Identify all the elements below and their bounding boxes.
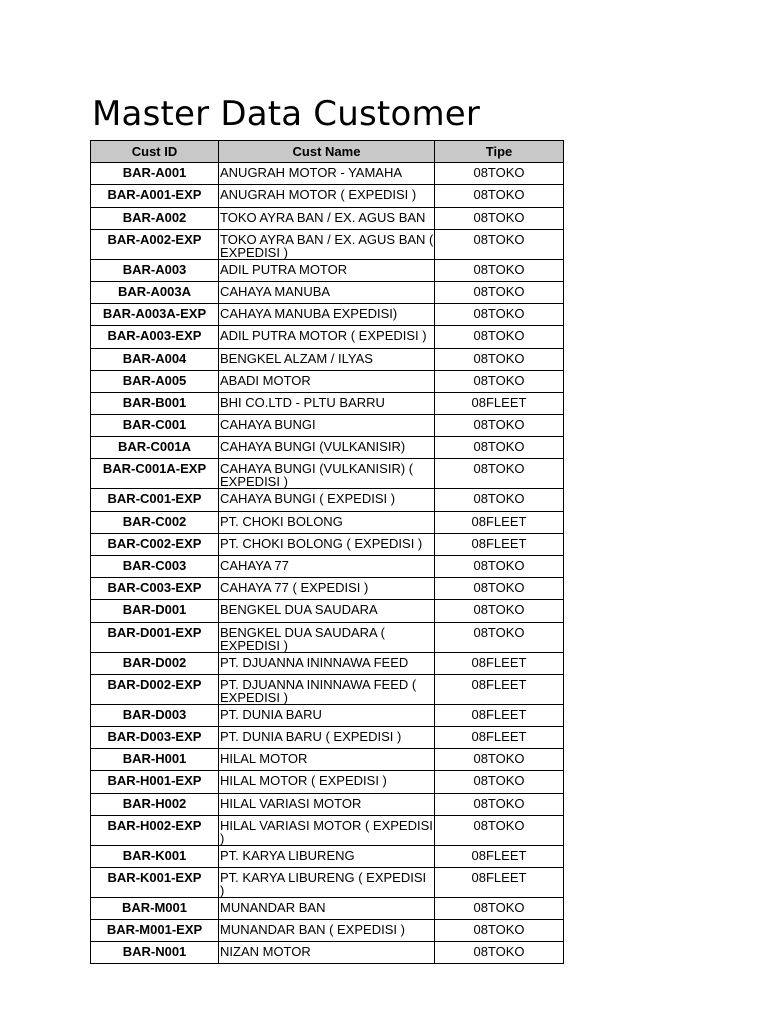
customer-table [90,140,564,964]
cust-name-text: PT. CHOKI BOLONG [220,513,343,529]
cell-cust-name [219,815,435,845]
cell-cust-id: BAR-A003A [91,281,219,303]
table-row [91,459,564,489]
table-row [91,392,564,414]
cell-cust-name [219,207,435,229]
cell-tipe: 08TOKO [435,229,564,259]
cell-cust-id: BAR-M001 [91,897,219,919]
cell-cust-id: BAR-D002 [91,652,219,674]
cell-tipe: 08TOKO [435,326,564,348]
cell-cust-name [219,437,435,459]
cell-cust-name [219,556,435,578]
table-row [91,622,564,652]
cell-cust-id: BAR-C001 [91,415,219,437]
cust-name-text: TOKO AYRA BAN / EX. AGUS BAN [220,209,426,225]
cust-name-text: CAHAYA MANUBA [220,283,331,299]
cust-name-text: PT. DUNIA BARU ( EXPEDISI ) [220,728,402,744]
cust-name-text: ANUGRAH MOTOR - YAMAHA [220,165,403,181]
table-row [91,281,564,303]
cell-tipe: 08TOKO [435,304,564,326]
table-row [91,793,564,815]
cell-cust-name [219,897,435,919]
cell-tipe: 08TOKO [435,185,564,207]
table-row [91,163,564,185]
cell-cust-id: BAR-D001 [91,600,219,622]
cell-tipe: 08TOKO [435,415,564,437]
cell-cust-id: BAR-H002-EXP [91,815,219,845]
cust-name-text: CAHAYA BUNGI [220,417,316,433]
cell-cust-id: BAR-M001-EXP [91,920,219,942]
table-row [91,415,564,437]
cell-tipe: 08FLEET [435,867,564,897]
cust-name-text: MUNANDAR BAN [220,899,326,915]
cust-name-text: BENGKEL DUA SAUDARA [220,602,378,618]
cust-name-text: CAHAYA MANUBA EXPEDISI) [220,306,398,322]
cell-cust-name [219,533,435,555]
cell-tipe: 08TOKO [435,815,564,845]
table-row [91,726,564,748]
cell-tipe: 08TOKO [435,897,564,919]
table-row [91,942,564,964]
cell-tipe: 08TOKO [435,207,564,229]
cell-cust-id: BAR-H002 [91,793,219,815]
cell-cust-name [219,185,435,207]
cell-cust-name [219,392,435,414]
cust-name-text: CAHAYA 77 ( EXPEDISI ) [220,580,369,596]
cell-cust-name [219,326,435,348]
cell-cust-name [219,229,435,259]
table-row [91,600,564,622]
table-row [91,533,564,555]
cell-cust-id: BAR-B001 [91,392,219,414]
cell-tipe: 08FLEET [435,533,564,555]
table-header-row [91,141,564,163]
cell-tipe: 08FLEET [435,652,564,674]
cell-cust-name [219,459,435,489]
cell-cust-id: BAR-C001A-EXP [91,459,219,489]
cell-tipe: 08TOKO [435,749,564,771]
cell-tipe: 08FLEET [435,511,564,533]
cell-cust-id: BAR-A003 [91,259,219,281]
cust-name-text: HILAL VARIASI MOTOR [220,795,362,811]
cell-cust-name [219,259,435,281]
table-row [91,704,564,726]
cust-name-text: TOKO AYRA BAN / EX. AGUS BAN ( EXPEDISI ) [220,231,434,260]
cell-tipe: 08FLEET [435,392,564,414]
table-row [91,511,564,533]
cell-cust-name [219,793,435,815]
cell-tipe: 08TOKO [435,771,564,793]
cell-cust-id: BAR-H001-EXP [91,771,219,793]
cust-name-text: CAHAYA BUNGI (VULKANISIR) ( EXPEDISI ) [220,461,414,490]
cell-cust-name [219,942,435,964]
cell-tipe: 08TOKO [435,942,564,964]
cell-cust-name [219,652,435,674]
table-row [91,771,564,793]
table-row [91,326,564,348]
cust-name-text: PT. KARYA LIBURENG ( EXPEDISI ) [220,869,427,898]
cell-tipe: 08FLEET [435,704,564,726]
cust-name-text: BENGKEL DUA SAUDARA ( EXPEDISI ) [220,624,385,653]
cell-cust-name [219,578,435,600]
table-body [91,163,564,964]
cell-tipe: 08TOKO [435,163,564,185]
cell-cust-id: BAR-D002-EXP [91,674,219,704]
cust-name-text: PT. CHOKI BOLONG ( EXPEDISI ) [220,535,423,551]
cust-name-text: CAHAYA 77 [220,558,289,573]
table-row [91,815,564,845]
cell-cust-name [219,511,435,533]
cust-name-text: PT. DUNIA BARU [220,706,322,722]
header-tipe: Tipe [435,141,564,163]
cust-name-text: CAHAYA BUNGI ( EXPEDISI ) [220,491,396,507]
cell-cust-name [219,622,435,652]
cell-cust-name [219,304,435,326]
cell-cust-id: BAR-A004 [91,348,219,370]
header-cust-name: Cust Name [219,141,435,163]
cell-cust-id: BAR-C003-EXP [91,578,219,600]
cell-cust-id: BAR-C001-EXP [91,489,219,511]
cust-name-text: CAHAYA BUNGI (VULKANISIR) [220,439,406,455]
cell-cust-name [219,370,435,392]
table-row [91,207,564,229]
table-row [91,897,564,919]
page-title: Master Data Customer [92,94,481,134]
cust-name-text: ADIL PUTRA MOTOR [220,261,348,277]
cell-cust-name [219,749,435,771]
table-row [91,348,564,370]
cell-tipe: 08TOKO [435,370,564,392]
cell-cust-id: BAR-C003 [91,556,219,578]
cell-cust-name [219,845,435,867]
cell-cust-id: BAR-D003-EXP [91,726,219,748]
cell-cust-id: BAR-K001 [91,845,219,867]
cell-cust-id: BAR-A001 [91,163,219,185]
cell-cust-name [219,674,435,704]
table-row [91,185,564,207]
cust-name-text: MUNANDAR BAN ( EXPEDISI ) [220,922,405,938]
cell-tipe: 08FLEET [435,726,564,748]
cust-name-text: PT. DJUANNA ININNAWA FEED ( EXPEDISI ) [220,676,417,705]
table-row [91,652,564,674]
cust-name-text: ADIL PUTRA MOTOR ( EXPEDISI ) [220,328,427,344]
cell-tipe: 08TOKO [435,622,564,652]
table-row [91,920,564,942]
cell-tipe: 08FLEET [435,674,564,704]
table-row [91,259,564,281]
cell-cust-name [219,281,435,303]
table-row [91,578,564,600]
cust-name-text: ANUGRAH MOTOR ( EXPEDISI ) [220,187,417,203]
cell-tipe: 08TOKO [435,489,564,511]
cell-cust-name [219,726,435,748]
cell-cust-id: BAR-A005 [91,370,219,392]
cell-cust-id: BAR-A002 [91,207,219,229]
cust-name-text: PT. KARYA LIBURENG [220,847,355,863]
cust-name-text: HILAL MOTOR [220,751,308,767]
table-row [91,304,564,326]
cell-cust-id: BAR-H001 [91,749,219,771]
cell-tipe: 08TOKO [435,600,564,622]
table-row [91,674,564,704]
cell-cust-id: BAR-D003 [91,704,219,726]
table-row [91,489,564,511]
cust-name-text: BHI CO.LTD - PLTU BARRU [220,394,385,410]
cell-cust-name [219,867,435,897]
cell-cust-id: BAR-C002 [91,511,219,533]
table-row [91,437,564,459]
cell-tipe: 08TOKO [435,578,564,600]
cell-tipe: 08TOKO [435,556,564,578]
cell-cust-id: BAR-A003A-EXP [91,304,219,326]
cell-cust-id: BAR-K001-EXP [91,867,219,897]
table-row [91,845,564,867]
cell-cust-name [219,163,435,185]
cell-cust-name [219,920,435,942]
cell-cust-name [219,489,435,511]
cell-cust-id: BAR-C002-EXP [91,533,219,555]
cell-tipe: 08TOKO [435,348,564,370]
cell-tipe: 08TOKO [435,281,564,303]
cell-cust-id: BAR-N001 [91,942,219,964]
cell-cust-name [219,600,435,622]
cust-name-text: PT. DJUANNA ININNAWA FEED [220,654,409,670]
table-row [91,556,564,578]
cust-name-text: BENGKEL ALZAM / ILYAS [220,350,373,366]
cell-cust-id: BAR-A001-EXP [91,185,219,207]
cell-cust-id: BAR-C001A [91,437,219,459]
cell-tipe: 08TOKO [435,459,564,489]
cell-tipe: 08TOKO [435,793,564,815]
cell-cust-name [219,415,435,437]
cust-name-text: HILAL VARIASI MOTOR ( EXPEDISI ) [220,817,433,846]
table-row [91,229,564,259]
cust-name-text: HILAL MOTOR ( EXPEDISI ) [220,773,387,789]
cell-cust-id: BAR-D001-EXP [91,622,219,652]
table-row [91,867,564,897]
cell-tipe: 08TOKO [435,259,564,281]
cell-tipe: 08TOKO [435,920,564,942]
cell-cust-id: BAR-A003-EXP [91,326,219,348]
table-row [91,370,564,392]
cell-tipe: 08FLEET [435,845,564,867]
cell-tipe: 08TOKO [435,437,564,459]
cell-cust-name [219,348,435,370]
cust-name-text: ABADI MOTOR [220,372,311,388]
header-cust-id: Cust ID [91,141,219,163]
cell-cust-id: BAR-A002-EXP [91,229,219,259]
table-row [91,749,564,771]
cell-cust-name [219,704,435,726]
cell-cust-name [219,771,435,793]
cust-name-text: NIZAN MOTOR [220,944,311,960]
